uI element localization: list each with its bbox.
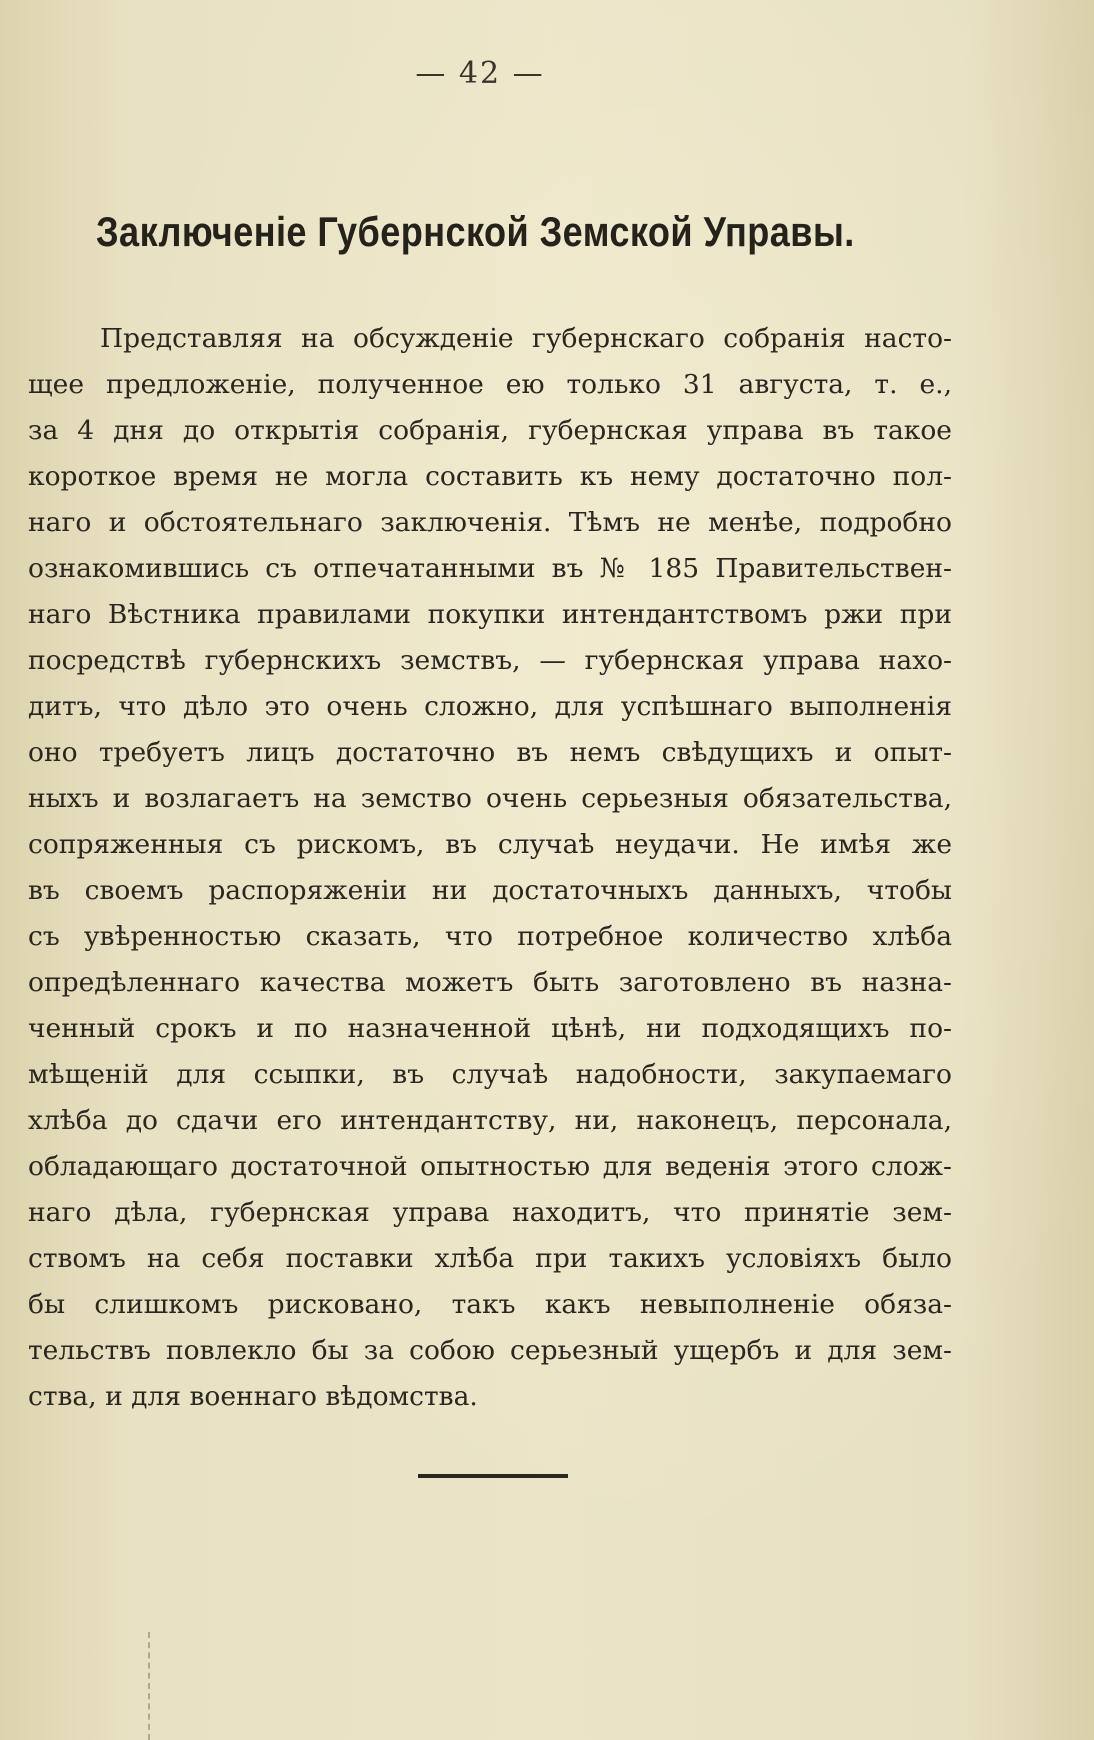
text-line: за 4 дня до открытія собранія, губернская управа въ такое — [28, 415, 952, 446]
page-number: — 42 — — [415, 56, 545, 91]
text-line: тельствъ повлекло бы за собою серьезный ущербъ и для зем- — [28, 1335, 952, 1366]
text-line: наго дѣла, губернская управа находитъ, что принятіе зем- — [28, 1197, 952, 1228]
text-line: ствомъ на себя поставки хлѣба при такихъ условіяхъ было — [28, 1243, 952, 1274]
text-line: обладающаго достаточной опытностью для веденія этого слож- — [28, 1151, 952, 1182]
text-line: сопряженныя съ рискомъ, въ случаѣ неудачи. Не имѣя же — [28, 829, 952, 860]
text-line: посредствѣ губернскихъ земствъ, — губернская управа нахо- — [28, 645, 952, 676]
paragraph — [28, 316, 952, 1420]
text-line: мѣщеній для ссыпки, въ случаѣ надобности, закупаемаго — [28, 1059, 952, 1090]
text-line: щее предложеніе, полученное ею только 31 августа, т. е., — [28, 369, 952, 400]
text-line: хлѣба до сдачи его интендантству, ни, наконецъ, персонала, — [28, 1105, 952, 1136]
text-line: наго и обстоятельнаго заключенія. Тѣмъ не менѣе, подробно — [28, 507, 952, 538]
text-line: оно требуетъ лицъ достаточно въ немъ свѣдущихъ и опыт- — [28, 737, 952, 768]
text-line: короткое время не могла составить къ нему достаточно пол- — [28, 461, 952, 492]
closing-rule — [418, 1474, 568, 1478]
text-line: ныхъ и возлагаетъ на земство очень серьезныя обязательства, — [28, 783, 952, 814]
text-line: съ увѣренностью сказать, что потребное количество хлѣба — [28, 921, 952, 952]
margin-mark — [148, 1632, 164, 1740]
text-line: бы слишкомъ рисковано, такъ какъ невыполненіе обяза- — [28, 1289, 952, 1320]
text-line: Представляя на обсужденіе губернскаго собранія насто- — [100, 323, 952, 354]
text-line: дитъ, что дѣло это очень сложно, для успѣшнаго выполненія — [28, 691, 952, 722]
text-line: ченный срокъ и по назначенной цѣнѣ, ни подходящихъ по- — [28, 1013, 952, 1044]
text-line: ства, и для военнаго вѣдомства. — [28, 1381, 478, 1412]
text-line: ознакомившись съ отпечатанными въ № 185 Правительствен- — [28, 553, 952, 584]
page-title: Заключеніе Губернской Земской Управы. — [96, 208, 855, 255]
text-line: въ своемъ распоряженіи ни достаточныхъ данныхъ, чтобы — [28, 875, 952, 906]
text-line: наго Вѣстника правилами покупки интендантствомъ ржи при — [28, 599, 952, 630]
text-line: опредѣленнаго качества можетъ быть заготовлено въ назна- — [28, 967, 952, 998]
